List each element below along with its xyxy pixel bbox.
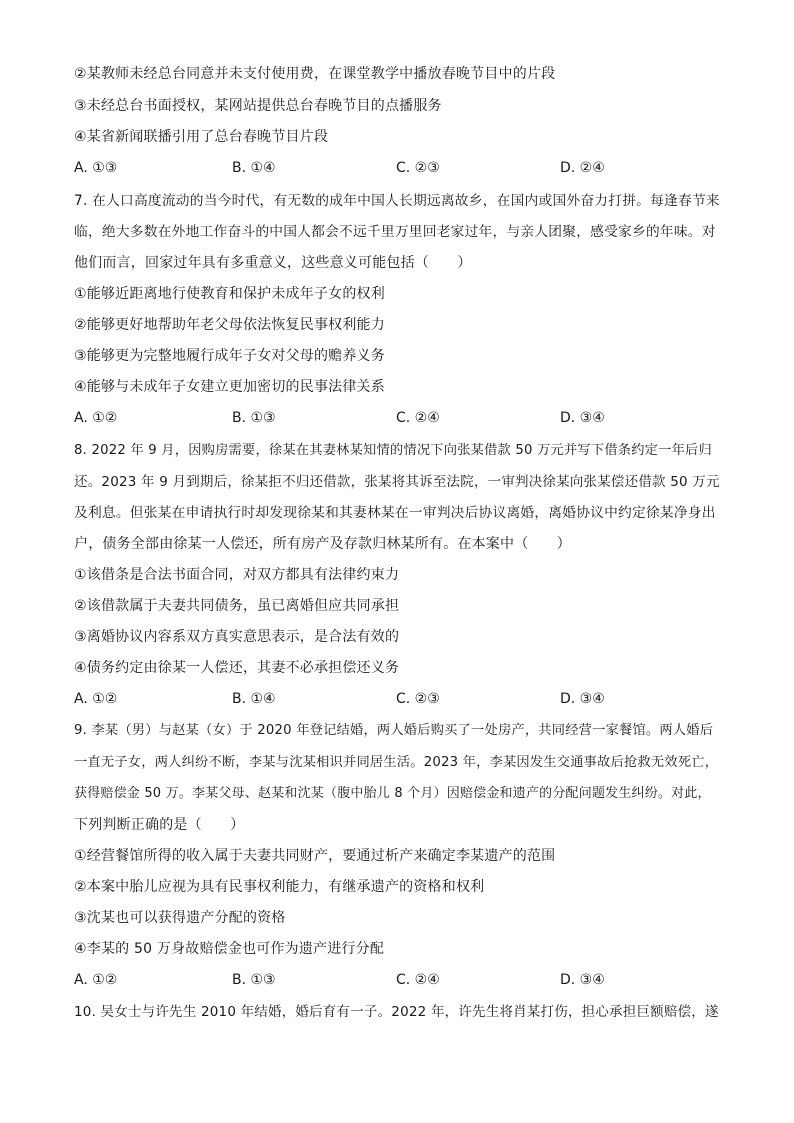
q6-option-c: C. ②③: [396, 160, 440, 176]
q7-stem-line-1: 7. 在人口高度流动的当今时代，有无数的成年中国人长期远离故乡，在国内或国外奋力打拼。每逢春节来: [74, 193, 720, 209]
q9-stem-line-4: 下列判断正确的是（ ）: [74, 817, 245, 833]
q8-stem-line-3: 及利息。但张某在申请执行时却发现徐某和其妻林某在一审判决后协议离婚，离婚协议中约定徐某净身出: [74, 505, 716, 521]
q7-options: [74, 408, 714, 428]
q8-item-1: ①该借条是合法书面合同，对双方都具有法律约束力: [74, 567, 400, 583]
q7-option-a: A. ①②: [74, 410, 118, 426]
q7-item-1: ①能够近距离地行使教育和保护未成年子女的权利: [74, 286, 385, 302]
q6-item-2: ②某教师未经总台同意并未支付使用费，在课堂教学中播放春晚节目中的片段: [74, 66, 556, 82]
q9-option-d: D. ③④: [560, 972, 605, 988]
q8-stem-line-4: 户，债务全部由徐某一人偿还，所有房产及存款归林某所有。在本案中（ ）: [74, 536, 571, 552]
q8-option-b: B. ①④: [232, 691, 276, 707]
q9-options: [74, 970, 714, 990]
q8-item-4: ④债务约定由徐某一人偿还，其妻不必承担偿还义务: [74, 660, 400, 676]
q7-stem-line-3: 他们而言，回家过年具有多重意义，这些意义可能包括（ ）: [74, 255, 472, 271]
q8-options: [74, 689, 714, 709]
q7-stem-line-2: 临，绝大多数在外地工作奋斗的中国人都会不远千里万里回老家过年，与亲人团聚，感受家乡的年味。对: [74, 224, 716, 240]
q9-stem-line-1: 9. 李某（男）与赵某（女）于 2020 年登记结婚，两人婚后购买了一处房产，共同经营一家餐馆。两人婚后: [74, 723, 714, 738]
q6-options: [74, 158, 714, 178]
q8-stem-line-1: 8. 2022 年 9 月，因购房需要，徐某在其妻林某知情的情况下向张某借款 50 万元并写下借条约定一年后归: [74, 443, 712, 458]
q8-option-d: D. ③④: [560, 691, 605, 707]
q7-item-3: ③能够更为完整地履行成年子女对父母的赡养义务: [74, 348, 385, 364]
q7-option-b: B. ①③: [232, 410, 276, 426]
q9-option-b: B. ①③: [232, 972, 276, 988]
q8-item-2: ②该借款属于夫妻共同债务，虽已离婚但应共同承担: [74, 598, 400, 614]
q7-item-4: ④能够与未成年子女建立更加密切的民事法律关系: [74, 379, 385, 395]
q6-option-b: B. ①④: [232, 160, 276, 176]
q9-item-2: ②本案中胎儿应视为具有民事权利能力，有继承遗产的资格和权利: [74, 879, 485, 895]
q10-stem-line-1: 10. 吴女士与许先生 2010 年结婚，婚后育有一子。2022 年，许先生将肖某打伤，担心承担巨额赔偿，遂: [74, 1004, 719, 1020]
q6-option-a: A. ①③: [74, 160, 118, 176]
q9-option-a: A. ①②: [74, 972, 118, 988]
q9-option-c: C. ②④: [396, 972, 440, 988]
q8-option-c: C. ②③: [396, 691, 440, 707]
q9-stem-line-3: 获得赔偿金 50 万。李某父母、赵某和沈某（腹中胎儿 8 个月）因赔偿金和遗产的分配问题发生纠纷。对此，: [74, 786, 711, 801]
q6-option-d: D. ②④: [560, 160, 605, 176]
q7-option-d: D. ③④: [560, 410, 605, 426]
q8-item-3: ③离婚协议内容系双方真实意思表示，是合法有效的: [74, 629, 400, 645]
q9-item-4: ④李某的 50 万身故赔偿金也可作为遗产进行分配: [74, 941, 385, 957]
q6-item-4: ④某省新闻联播引用了总台春晚节目片段: [74, 129, 329, 145]
q9-item-3: ③沈某也可以获得遗产分配的资格: [74, 910, 286, 926]
q6-item-3: ③未经总台书面授权，某网站提供总台春晚节目的点播服务: [74, 98, 442, 114]
q9-item-1: ①经营餐馆所得的收入属于夫妻共同财产，要通过析产来确定李某遗产的范围: [74, 848, 556, 864]
q7-item-2: ②能够更好地帮助年老父母依法恢复民事权利能力: [74, 317, 385, 333]
q8-stem-line-2: 还。2023 年 9 月到期后，徐某拒不归还借款，张某将其诉至法院，一审判决徐某向张某偿还借款 50 万元: [74, 474, 720, 490]
q7-option-c: C. ②④: [396, 410, 440, 426]
q8-option-a: A. ①②: [74, 691, 118, 707]
q9-stem-line-2: 一直无子女，两人纠纷不断，李某与沈某相识并同居生活。2023 年，李某因发生交通事故后抢救无效死亡，: [74, 755, 719, 770]
